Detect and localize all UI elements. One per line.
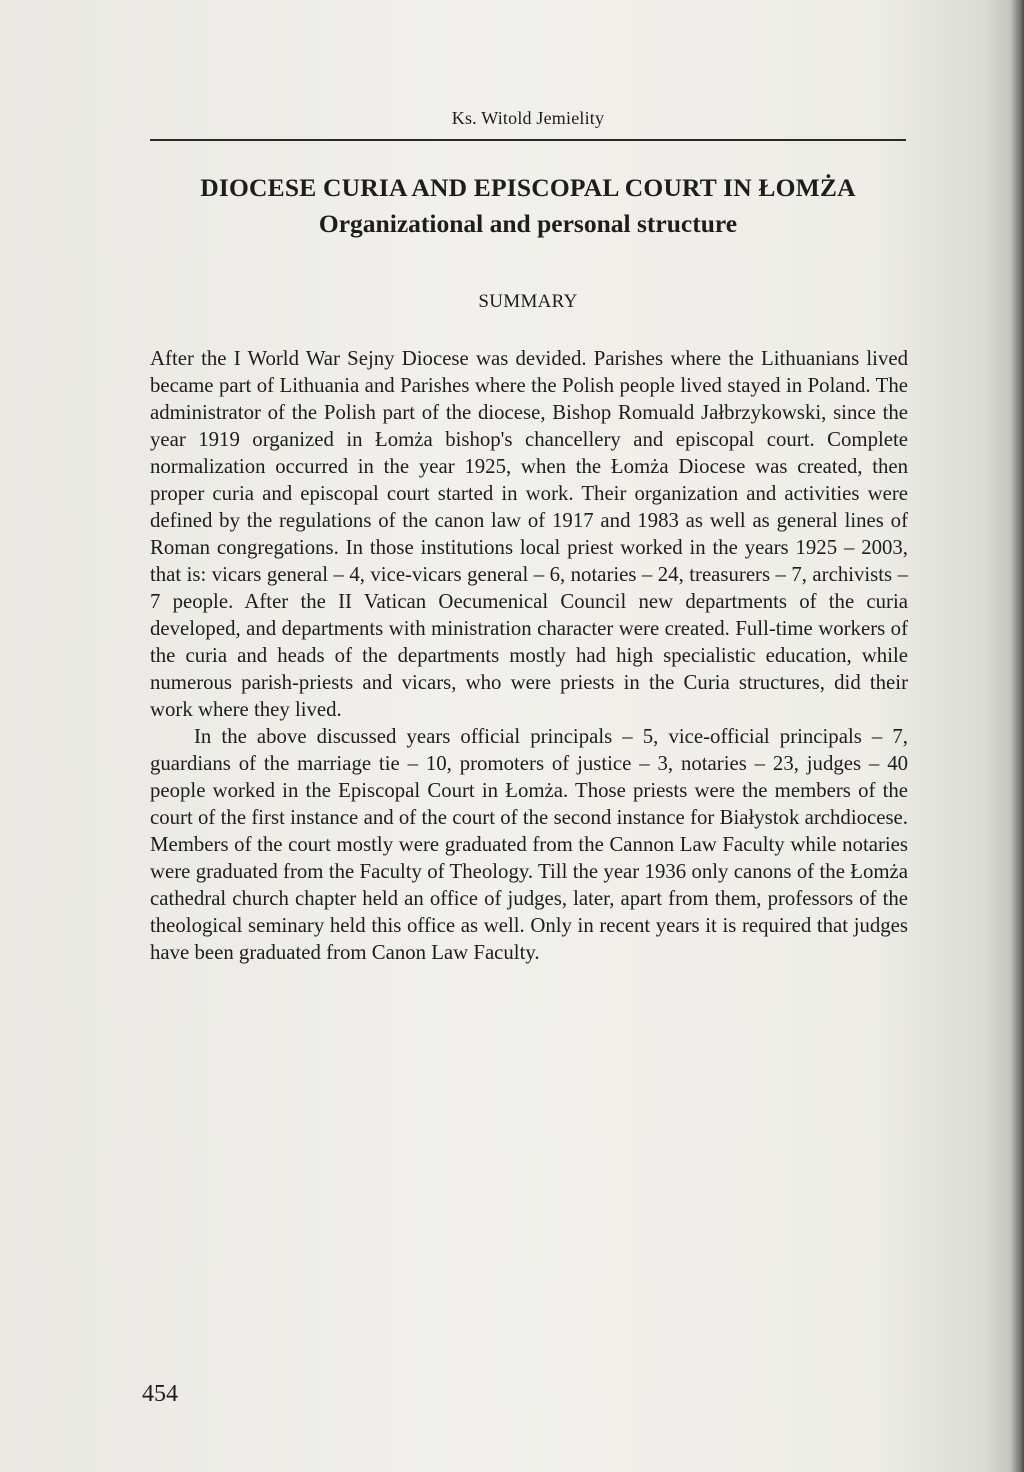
running-head: Ks. Witold Jemielity bbox=[451, 108, 605, 128]
article-subtitle: Organizational and personal structure bbox=[318, 209, 738, 238]
summary-paragraph-2: In the above discussed years official principals – 5, vice-official principals – 7, guardians of the marriage tie – 10, promoters of justice – 3, notaries – 23, judges – 40 people worked in the Episcopal Court in Łomża. Those priests were the members of the court of the first instance and of the court of the second instance for Białystok archdiocese. Members of the court mostly were graduated from the Cannon Law Faculty while notaries were graduated from the Faculty of Theology. Till the year 1936 only canons of the Łomża cathedral church chapter held an office of judges, later, apart from them, professors of the theological seminary held this office as well. Only in recent years it is required that judges have been graduated from Canon Law Faculty. bbox=[150, 725, 908, 964]
article-title: DIOCESE CURIA AND EPISCOPAL COURT IN ŁOMŻA bbox=[200, 173, 856, 202]
header-rule bbox=[150, 139, 906, 141]
summary-paragraph-1: After the I World War Sejny Diocese was devided. Parishes where the Lithuanians lived became part of Lithuania and Parishes where the Polish people lived stayed in Poland. The administrator of the Polish part of the diocese, Bishop Romuald Jałbrzykowski, since the year 1919 organized in Łomża bishop's chancellery and episcopal court. Complete normalization occurred in the year 1925, when the Łomża Diocese was created, then proper curia and episcopal court started in work. Their organization and activities were defined by the regulations of the canon law of 1917 and 1983 as well as general lines of Roman congregations. In those institutions local priest worked in the years 1925 – 2003, that is: vicars general – 4, vice-vicars general – 6, notaries – 24, treasurers – 7, archivists – 7 people. After the II Vatican Oecumenical Council new departments of the curia developed, and departments with ministration character were created. Full-time workers of the curia and heads of the departments mostly had high specialistic education, while numerous parish-priests and vicars, who were priests in the Curia structures, did their work where they lived. bbox=[150, 347, 908, 721]
summary-body bbox=[150, 345, 908, 966]
page-edge-shadow bbox=[1010, 0, 1024, 1472]
summary-heading: SUMMARY bbox=[478, 291, 578, 312]
page-number: 454 bbox=[142, 1381, 178, 1407]
